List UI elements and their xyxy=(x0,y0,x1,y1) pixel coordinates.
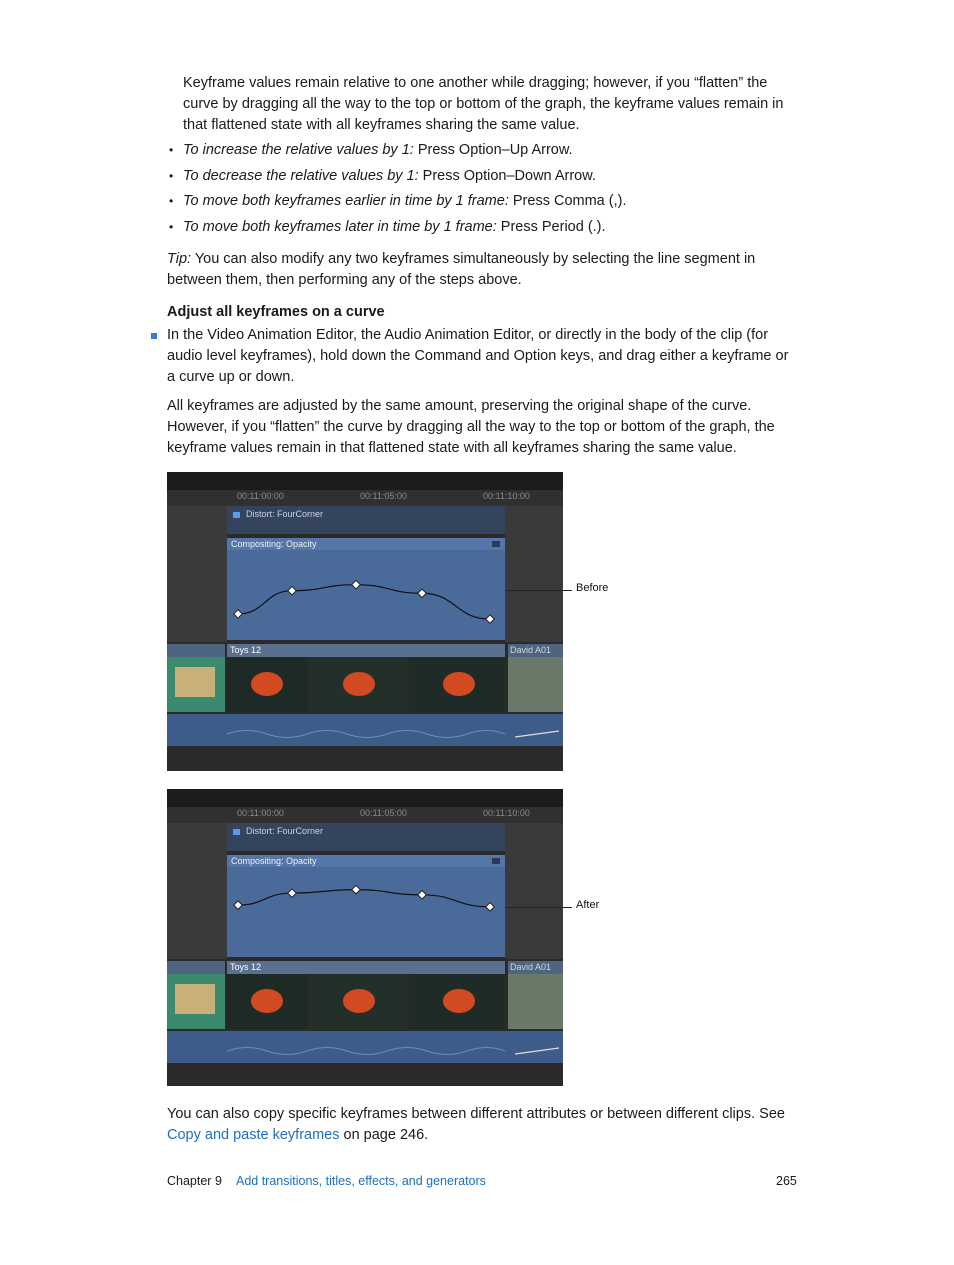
before-screenshot xyxy=(167,472,563,771)
bullet-lead: To move both keyframes earlier in time by 1 frame: xyxy=(183,193,509,209)
bullet-text: Press Period (.). xyxy=(496,219,606,235)
tip-text: You can also modify any two keyframes simultaneously by selecting the line segment in between them, then performing any of the steps above. xyxy=(167,251,756,288)
callout-line xyxy=(506,907,572,908)
timecode-label: 00:11:10:00 xyxy=(483,491,530,501)
frame-object xyxy=(251,672,283,696)
intro-paragraph: Keyframe values remain relative to one another while dragging; however, if you “flatten” the curve by dragging all the way to the top or bottom of the graph, the keyframe values remain in that flattened state with all keyframes sharing the same value. xyxy=(183,75,784,133)
callout-line xyxy=(506,590,572,591)
tip-paragraph xyxy=(167,249,792,291)
frame-object xyxy=(443,989,475,1013)
list-item: • To increase the relative values by 1: Press Option–Up Arrow. xyxy=(169,142,573,158)
page-number: 265 xyxy=(776,1174,797,1188)
right-gutter xyxy=(505,506,563,642)
closing-paragraph xyxy=(167,1104,799,1146)
tip-label: Tip: xyxy=(167,251,192,267)
bullet-text: Press Comma (,). xyxy=(508,193,627,209)
right-gutter xyxy=(505,823,563,959)
filmstrip-left-detail xyxy=(175,667,215,697)
task-heading: Adjust all keyframes on a curve xyxy=(167,304,385,320)
opacity-graph xyxy=(227,538,505,640)
clip-name: Toys 12 xyxy=(230,962,262,972)
timeline-image xyxy=(167,789,563,1086)
clip-name: Toys 12 xyxy=(230,645,262,655)
closing-text: on page 246. xyxy=(339,1127,429,1143)
timecode-label: 00:11:05:00 xyxy=(360,491,407,501)
list-item: • To move both keyframes later in time by 1 frame: Press Period (.). xyxy=(169,219,606,235)
toolbar-strip xyxy=(167,472,563,490)
list-item: • To decrease the relative values by 1: Press Option–Down Arrow. xyxy=(169,168,596,184)
param-label: Compositing: Opacity xyxy=(231,856,317,866)
list-item: • To move both keyframes earlier in time by 1 frame: Press Comma (,). xyxy=(169,193,627,209)
task-step: In the Video Animation Editor, the Audio Animation Editor, or directly in the body of the clip (for audio level keyframes), hold down the Command and Option keys, and drag either a keyframe or a curve up or down. xyxy=(167,327,789,385)
audio-waveform xyxy=(167,714,563,746)
disclosure-icon xyxy=(492,541,500,547)
toolbar-strip xyxy=(167,789,563,807)
timeline-image xyxy=(167,472,563,771)
clip-bar-left xyxy=(167,644,225,657)
effect-label: Distort: FourCorner xyxy=(246,509,324,519)
closing-text: You can also copy specific keyframes between different attributes or between different clips. See xyxy=(167,1106,785,1122)
timecode-label: 00:11:10:00 xyxy=(483,808,530,818)
frame-object xyxy=(343,989,375,1013)
filmstrip-left-detail xyxy=(175,984,215,1014)
clip-bar-left xyxy=(167,961,225,974)
bullet-text: Press Option–Up Arrow. xyxy=(413,142,573,158)
opacity-graph xyxy=(227,855,505,957)
bottom-strip xyxy=(167,1063,563,1086)
bullet-lead: To increase the relative values by 1: xyxy=(183,142,414,158)
clip-bar xyxy=(227,961,505,974)
left-gutter xyxy=(167,823,227,959)
copy-paste-keyframes-link[interactable]: Copy and paste keyframes xyxy=(167,1127,340,1143)
timecode-label: 00:11:00:00 xyxy=(237,808,284,818)
step-marker-icon xyxy=(151,333,157,339)
left-gutter xyxy=(167,506,227,642)
footer-chapter: Chapter 9 xyxy=(167,1174,222,1188)
after-screenshot xyxy=(167,789,563,1086)
callout-label: Before xyxy=(576,582,609,594)
filmstrip-right xyxy=(508,657,563,712)
callout-label: After xyxy=(576,899,600,911)
disclosure-icon xyxy=(492,858,500,864)
param-label: Compositing: Opacity xyxy=(231,539,317,549)
clip-name: David A01 xyxy=(510,645,552,655)
frame-object xyxy=(443,672,475,696)
timecode-label: 00:11:05:00 xyxy=(360,808,407,818)
effect-icon xyxy=(233,512,240,518)
bullet-text: Press Option–Down Arrow. xyxy=(418,168,596,184)
timecode-label: 00:11:00:00 xyxy=(237,491,284,501)
clip-bar xyxy=(227,644,505,657)
frame-object xyxy=(343,672,375,696)
bullet-lead: To move both keyframes later in time by 1 frame: xyxy=(183,219,497,235)
footer-chapter-link[interactable]: Add transitions, titles, effects, and generators xyxy=(236,1174,486,1188)
clip-name: David A01 xyxy=(510,962,552,972)
task-paragraph: All keyframes are adjusted by the same amount, preserving the original shape of the curve. However, if you “flatten” the curve by dragging all the way to the top or bottom of the graph, the keyframe values remain in that flattened state with all keyframes sharing the same value. xyxy=(167,398,775,456)
effect-icon xyxy=(233,829,240,835)
filmstrip-right xyxy=(508,974,563,1029)
bottom-strip xyxy=(167,746,563,771)
audio-waveform xyxy=(167,1031,563,1063)
bullet-lead: To decrease the relative values by 1: xyxy=(183,168,419,184)
frame-object xyxy=(251,989,283,1013)
effect-label: Distort: FourCorner xyxy=(246,826,324,836)
